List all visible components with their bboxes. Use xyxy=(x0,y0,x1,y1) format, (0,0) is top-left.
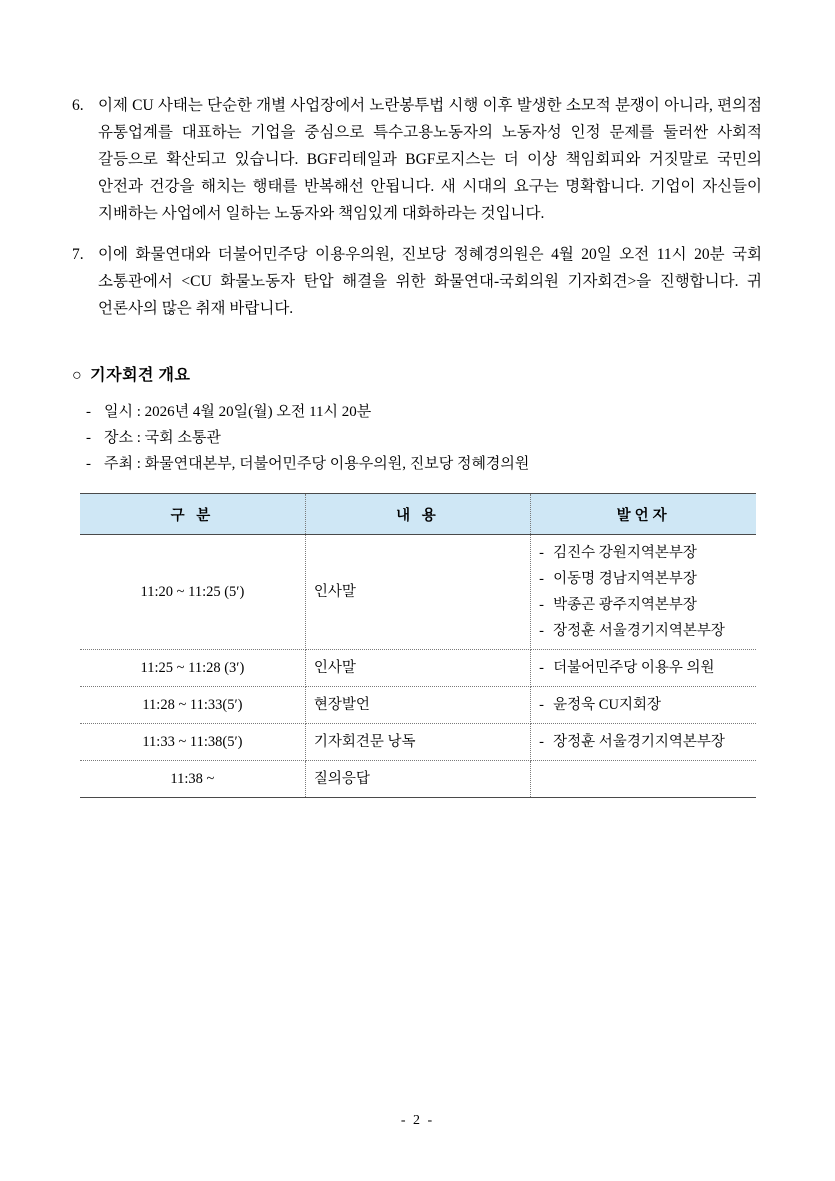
speaker-name: 박종곤 광주지역본부장 xyxy=(553,597,697,613)
list-item-text: 장소 : 국회 소통관 xyxy=(104,430,221,446)
dash-bullet-icon: - xyxy=(539,545,544,561)
table-row xyxy=(80,535,756,650)
header-cell-content: 내 용 xyxy=(305,494,530,535)
dash-bullet-icon: - xyxy=(539,660,544,676)
page-number-footer: - 2 - xyxy=(400,1113,435,1128)
speaker-name: 더불어민주당 이용우 의원 xyxy=(553,660,715,676)
cell-speaker xyxy=(531,535,756,650)
speaker-line xyxy=(539,692,748,718)
table-body xyxy=(80,535,756,798)
dash-bullet-icon: - xyxy=(86,430,91,446)
speaker-name: 장정훈 서울경기지역본부장 xyxy=(553,623,725,639)
cell-content: 기자회견문 낭독 xyxy=(305,724,530,761)
cell-speaker xyxy=(531,761,756,798)
speaker-line xyxy=(539,729,748,755)
paragraph-text: 이제 CU 사태는 단순한 개별 사업장에서 노란봉투법 시행 이후 발생한 소모적 분쟁이 아니라, 편의점 유통업계를 대표하는 기업을 중심으로 특수고용노동자의 노동자성 인정 문제를 둘러싼 사회적 갈등으로 확산되고 있습니다. BGF리테일과 BGF로지스는 더 이상 책임회피와 거짓말로 국민의 안전과 건강을 해치는 행태를 반복해선 안됩니다. 새 시대의 요구는 명확합니다. 기업이 자신들이 지배하는 사업에서 일하는 노동자와 책임있게 대화하라는 것입니다. xyxy=(98,97,762,222)
dash-bullet-icon: - xyxy=(539,623,544,639)
table-header xyxy=(80,494,756,535)
cell-time: 11:25 ~ 11:28 (3′) xyxy=(80,650,305,687)
circle-bullet-icon: ○ xyxy=(72,367,83,384)
overview-list xyxy=(72,399,762,477)
table-row xyxy=(80,761,756,798)
list-item xyxy=(72,425,762,451)
cell-time: 11:38 ~ xyxy=(80,761,305,798)
table-row xyxy=(80,687,756,724)
cell-time: 11:28 ~ 11:33(5′) xyxy=(80,687,305,724)
dash-bullet-icon: - xyxy=(86,456,91,472)
section-title: 기자회견 개요 xyxy=(90,367,191,384)
agenda-table-wrapper xyxy=(72,493,762,798)
cell-time: 11:20 ~ 11:25 (5′) xyxy=(80,535,305,650)
speaker-name: 김진수 강원지역본부장 xyxy=(553,545,697,561)
numbered-paragraph xyxy=(72,241,762,322)
speaker-line xyxy=(539,655,748,681)
paragraph-number: 7. xyxy=(72,246,84,263)
speaker-name: 윤정욱 CU지회장 xyxy=(553,697,661,713)
cell-content: 현장발언 xyxy=(305,687,530,724)
speaker-line xyxy=(539,618,748,644)
list-item-text: 일시 : 2026년 4월 20일(월) 오전 11시 20분 xyxy=(104,404,372,420)
speaker-line xyxy=(539,566,748,592)
table-header-row xyxy=(80,494,756,535)
cell-content: 질의응답 xyxy=(305,761,530,798)
cell-content: 인사말 xyxy=(305,650,530,687)
speaker-name: 장정훈 서울경기지역본부장 xyxy=(553,734,725,750)
cell-speaker xyxy=(531,650,756,687)
cell-speaker xyxy=(531,724,756,761)
cell-content: 인사말 xyxy=(305,535,530,650)
list-item-text: 주최 : 화물연대본부, 더불어민주당 이용우의원, 진보당 정혜경의원 xyxy=(104,456,530,472)
table-row xyxy=(80,650,756,687)
cell-speaker xyxy=(531,687,756,724)
list-item xyxy=(72,399,762,425)
dash-bullet-icon: - xyxy=(539,734,544,750)
paragraph-text: 이에 화물연대와 더불어민주당 이용우의원, 진보당 정혜경의원은 4월 20일 오전 11시 20분 국회 소통관에서 <CU 화물노동자 탄압 해결을 위한 화물연대-국회의원 기자회견>을 진행합니다. 귀 언론사의 많은 취재 바랍니다. xyxy=(98,246,762,317)
table-row xyxy=(80,724,756,761)
dash-bullet-icon: - xyxy=(86,404,91,420)
header-cell-division: 구 분 xyxy=(80,494,305,535)
cell-time: 11:33 ~ 11:38(5′) xyxy=(80,724,305,761)
header-cell-speaker: 발언자 xyxy=(531,494,756,535)
speaker-line xyxy=(539,592,748,618)
page-content xyxy=(72,92,762,798)
numbered-paragraph xyxy=(72,92,762,227)
dash-bullet-icon: - xyxy=(539,697,544,713)
list-item xyxy=(72,451,762,477)
dash-bullet-icon: - xyxy=(539,597,544,613)
section-heading xyxy=(72,362,762,385)
dash-bullet-icon: - xyxy=(539,571,544,587)
agenda-table xyxy=(80,493,756,798)
speaker-name: 이동명 경남지역본부장 xyxy=(553,571,697,587)
speaker-line xyxy=(539,540,748,566)
paragraph-number: 6. xyxy=(72,97,84,114)
